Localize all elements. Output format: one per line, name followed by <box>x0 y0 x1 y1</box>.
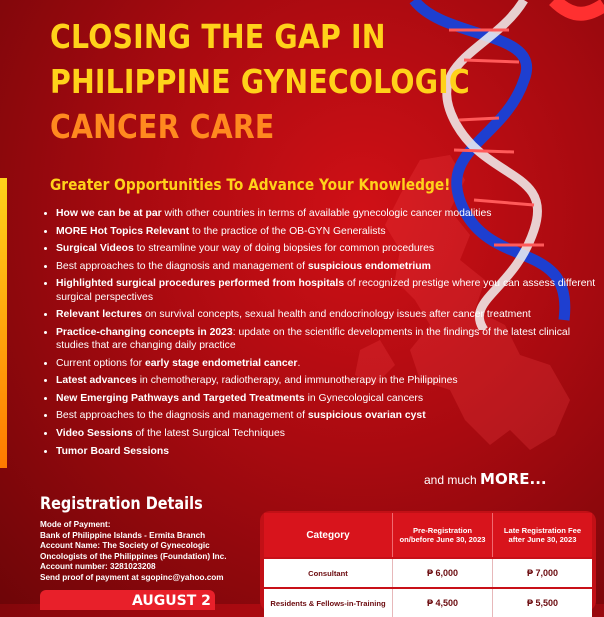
category-cell: Residents & Fellows-in-Training <box>264 588 393 617</box>
and-much-more: and much MORE... <box>424 470 547 488</box>
payment-line: Oncologists of the Philippines (Foundation) Inc. <box>40 551 227 561</box>
list-item: • Best approaches to the diagnosis and management of suspicious endometrium <box>56 260 596 273</box>
category-cell: Consultant <box>264 558 393 588</box>
late-reg-fee: ₱ 5,500 <box>492 588 592 617</box>
title-line-3: CANCER CARE <box>50 107 275 146</box>
list-item: • Highlighted surgical procedures performed from hospitals of recognized prestige where you can assess different surgical perspectives <box>56 277 596 303</box>
list-item: • New Emerging Pathways and Targeted Treatments in Gynecological cancers <box>56 392 596 405</box>
date-tab-label: AUGUST 2 <box>132 593 211 609</box>
payment-details <box>40 520 227 584</box>
pre-reg-fee: ₱ 6,000 <box>393 558 493 588</box>
title-line-2: PHILIPPINE GYNECOLOGIC <box>50 62 470 101</box>
list-item: • Relevant lectures on survival concepts, sexual health and endocrinology issues after cancer treatment <box>56 308 596 321</box>
payment-email: Send proof of payment at sgopinc@yahoo.com <box>40 572 224 582</box>
payment-line: Account number: 3281023208 <box>40 562 156 572</box>
payment-line: Bank of Philippine Islands - Ermita Branch <box>40 530 206 540</box>
table-header-row <box>264 513 592 558</box>
list-item: • Video Sessions of the latest Surgical Techniques <box>56 427 596 440</box>
payment-line: Mode of Payment: <box>40 520 111 529</box>
registration-title: Registration Details <box>40 494 203 514</box>
list-item: • Surgical Videos to streamline your way of doing biopsies for common procedures <box>56 242 596 255</box>
accent-bar <box>0 178 7 468</box>
payment-line: Account Name: The Society of Gynecologic <box>40 541 210 551</box>
title-line-1: CLOSING THE GAP IN <box>50 17 386 56</box>
list-item: • Latest advances in chemotherapy, radiotherapy, and immunotherapy in the Philippines <box>56 374 596 387</box>
header-category: Category <box>264 513 393 558</box>
header-late-registration: Late Registration Fee after June 30, 2023 <box>492 513 592 558</box>
table-row <box>264 558 592 588</box>
date-tab <box>40 590 215 610</box>
pre-reg-fee: ₱ 4,500 <box>393 588 493 617</box>
registration-fee-table <box>264 513 592 617</box>
page-title <box>50 14 470 149</box>
list-item: • Best approaches to the diagnosis and management of suspicious ovarian cyst <box>56 409 596 422</box>
late-reg-fee: ₱ 7,000 <box>492 558 592 588</box>
list-item: • MORE Hot Topics Relevant to the practice of the OB-GYN Generalists <box>56 225 596 238</box>
subtitle: Greater Opportunities To Advance Your Knowledge! <box>50 175 451 194</box>
list-item: • Tumor Board Sessions <box>56 445 596 458</box>
list-item: • Practice-changing concepts in 2023: update on the scientific developments in the findings of the latest clinical studies that are changing daily practice <box>56 326 596 352</box>
list-item: • Current options for early stage endometrial cancer. <box>56 357 596 370</box>
table-row <box>264 588 592 617</box>
header-pre-registration: Pre-Registration on/before June 30, 2023 <box>393 513 493 558</box>
list-item: • How we can be at par with other countries in terms of available gynecologic cancer modalities <box>56 207 596 220</box>
topic-list <box>38 207 596 462</box>
